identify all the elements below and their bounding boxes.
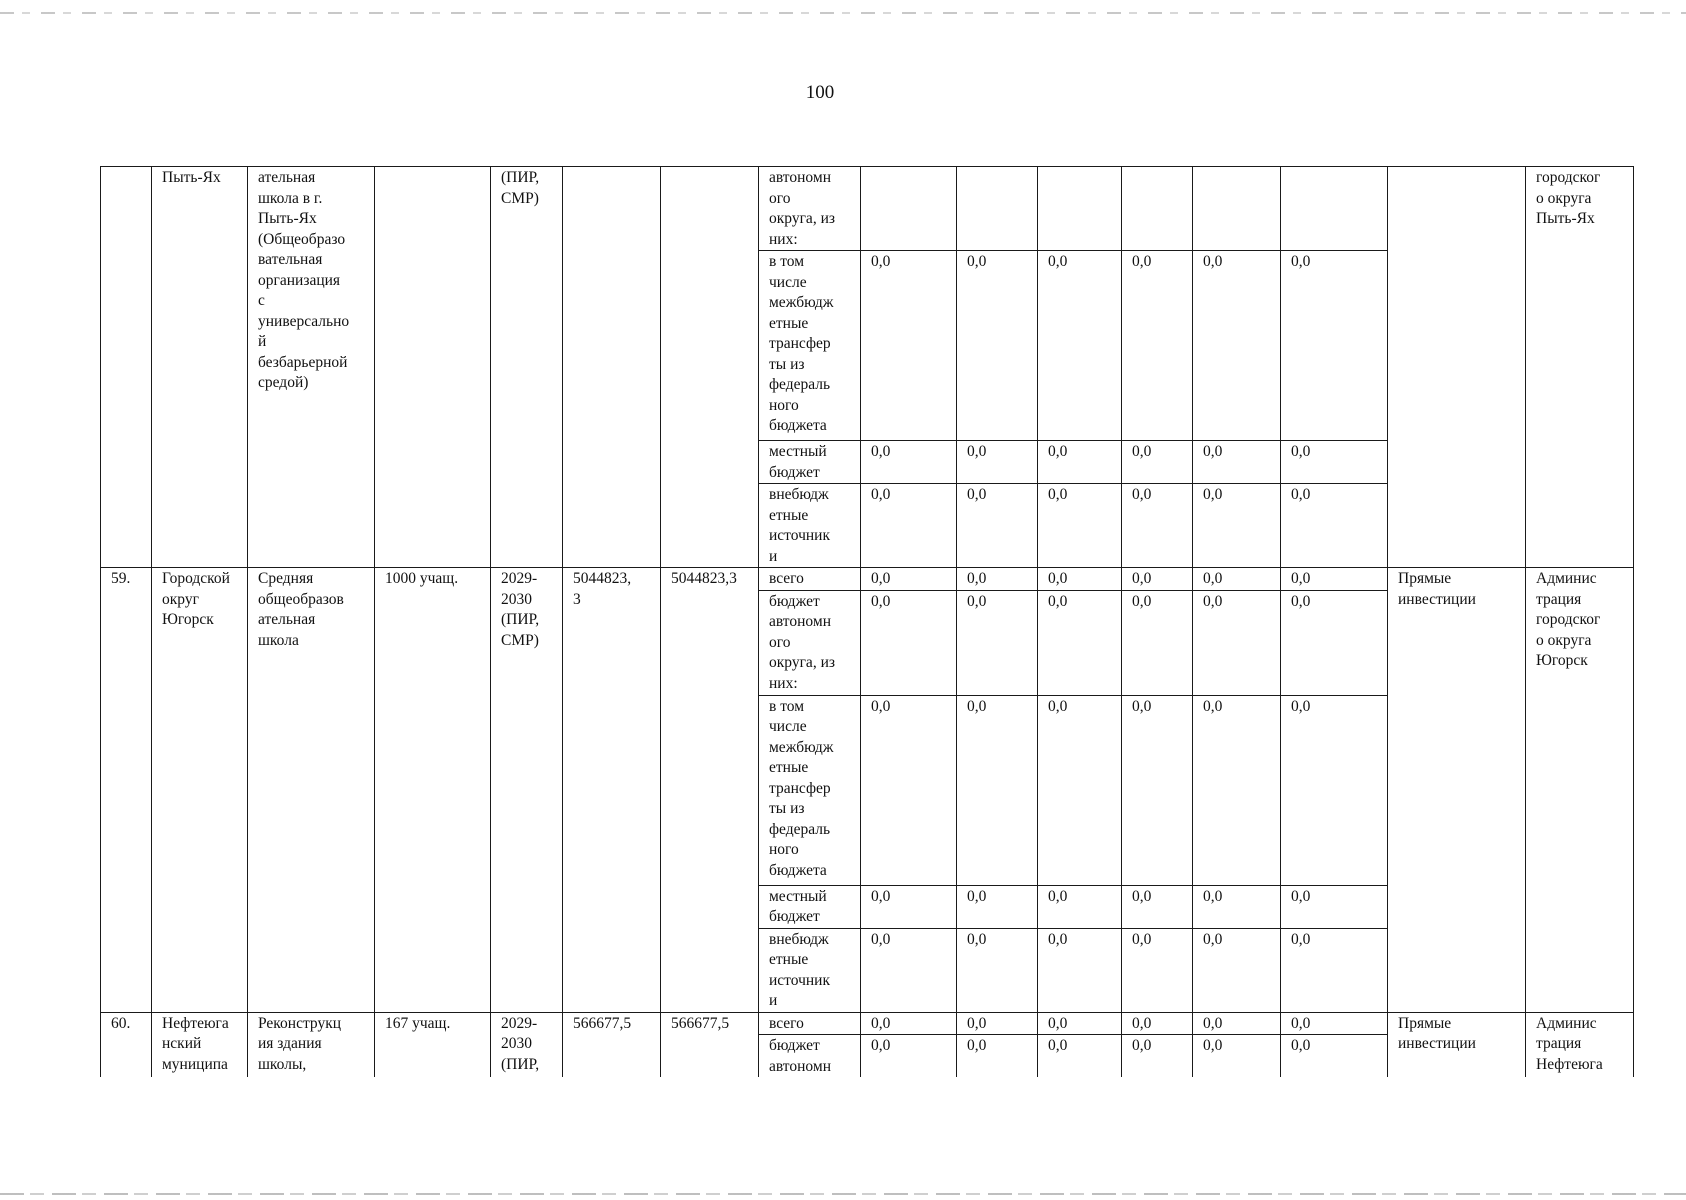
amount-cell: 0,0 <box>957 928 1038 1012</box>
cost-limit-cell: 566677,5 <box>661 1012 759 1077</box>
amount-cell: 0,0 <box>957 590 1038 695</box>
capacity-cell <box>375 167 491 568</box>
funding-source-cell: бюджет автономн <box>759 1035 861 1078</box>
investment-mechanism-cell: Прямые инвестиции <box>1388 568 1526 1013</box>
row-number: 60. <box>101 1012 152 1077</box>
amount-cell: 0,0 <box>1281 928 1388 1012</box>
funding-source-cell: бюджет автономн ого округа, из них: <box>759 590 861 695</box>
amount-cell: 0,0 <box>1281 885 1388 928</box>
amount-cell: 0,0 <box>861 484 957 568</box>
funding-source-cell: всего <box>759 568 861 591</box>
amount-cell: 0,0 <box>957 695 1038 885</box>
cost-limit-cell: 5044823,3 <box>661 568 759 1013</box>
amount-cell: 0,0 <box>1038 251 1122 441</box>
amount-cell: 0,0 <box>1281 484 1388 568</box>
responsible-executor-cell: Админис трация Нефтеюга <box>1526 1012 1634 1077</box>
amount-cell: 0,0 <box>1038 695 1122 885</box>
funding-source-cell: в том числе межбюдж етные трансфер ты из федераль ного бюджета <box>759 695 861 885</box>
amount-cell: 0,0 <box>861 590 957 695</box>
municipality-cell: Нефтеюга нский муниципа <box>152 1012 248 1077</box>
scan-edge-bottom <box>0 1193 1686 1195</box>
amount-cell: 0,0 <box>1038 885 1122 928</box>
responsible-executor-cell: Админис трация городског о округа Югорск <box>1526 568 1634 1013</box>
amount-cell: 0,0 <box>1281 590 1388 695</box>
amount-cell <box>1122 167 1193 251</box>
period-cell: 2029- 2030 (ПИР, СМР) <box>491 568 563 1013</box>
municipality-cell: Пыть-Ях <box>152 167 248 568</box>
capacity-cell: 1000 учащ. <box>375 568 491 1013</box>
amount-cell: 0,0 <box>1281 251 1388 441</box>
amount-cell: 0,0 <box>1122 484 1193 568</box>
period-cell: (ПИР, СМР) <box>491 167 563 568</box>
funding-source-cell: внебюдж етные источник и <box>759 484 861 568</box>
amount-cell <box>1193 167 1281 251</box>
amount-cell: 0,0 <box>1122 251 1193 441</box>
funding-source-cell: автономн ого округа, из них: <box>759 167 861 251</box>
amount-cell: 0,0 <box>1193 568 1281 591</box>
amount-cell: 0,0 <box>957 1035 1038 1078</box>
amount-cell: 0,0 <box>1193 695 1281 885</box>
amount-cell: 0,0 <box>861 695 957 885</box>
amount-cell: 0,0 <box>1281 441 1388 484</box>
object-name-cell: Реконструкц ия здания школы, <box>248 1012 375 1077</box>
amount-cell: 0,0 <box>1038 568 1122 591</box>
amount-cell: 0,0 <box>1193 484 1281 568</box>
amount-cell: 0,0 <box>1193 885 1281 928</box>
amount-cell: 0,0 <box>1281 695 1388 885</box>
responsible-executor-cell: городског о округа Пыть-Ях <box>1526 167 1634 568</box>
amount-cell: 0,0 <box>1281 1035 1388 1078</box>
amount-cell: 0,0 <box>1038 1035 1122 1078</box>
amount-cell <box>861 167 957 251</box>
funding-source-cell: всего <box>759 1012 861 1035</box>
amount-cell <box>957 167 1038 251</box>
estimated-cost-cell: 5044823, 3 <box>563 568 661 1013</box>
amount-cell: 0,0 <box>1193 1035 1281 1078</box>
municipality-cell: Городской округ Югорск <box>152 568 248 1013</box>
amount-cell: 0,0 <box>1038 928 1122 1012</box>
amount-cell: 0,0 <box>1193 590 1281 695</box>
amount-cell: 0,0 <box>1281 1012 1388 1035</box>
amount-cell: 0,0 <box>1193 1012 1281 1035</box>
amount-cell: 0,0 <box>1193 251 1281 441</box>
amount-cell: 0,0 <box>1122 568 1193 591</box>
table-row <box>101 1012 1634 1035</box>
amount-cell: 0,0 <box>1038 441 1122 484</box>
object-name-cell: Средняя общеобразов ательная школа <box>248 568 375 1013</box>
amount-cell: 0,0 <box>861 1012 957 1035</box>
amount-cell: 0,0 <box>861 885 957 928</box>
row-number: 59. <box>101 568 152 1013</box>
amount-cell: 0,0 <box>957 885 1038 928</box>
amount-cell: 0,0 <box>1038 484 1122 568</box>
funding-source-cell: местный бюджет <box>759 885 861 928</box>
amount-cell: 0,0 <box>1038 1012 1122 1035</box>
cost-limit-cell <box>661 167 759 568</box>
investment-mechanism-cell: Прямые инвестиции <box>1388 1012 1526 1077</box>
amount-cell: 0,0 <box>861 568 957 591</box>
amount-cell: 0,0 <box>861 1035 957 1078</box>
funding-source-cell: в том числе межбюдж етные трансфер ты из федераль ного бюджета <box>759 251 861 441</box>
table-row <box>101 167 1634 251</box>
period-cell: 2029- 2030 (ПИР, <box>491 1012 563 1077</box>
estimated-cost-cell: 566677,5 <box>563 1012 661 1077</box>
amount-cell: 0,0 <box>957 1012 1038 1035</box>
amount-cell: 0,0 <box>1122 1012 1193 1035</box>
amount-cell: 0,0 <box>957 568 1038 591</box>
amount-cell: 0,0 <box>1122 441 1193 484</box>
page-number: 100 <box>805 82 835 103</box>
scan-edge-top <box>0 12 1686 14</box>
amount-cell <box>1038 167 1122 251</box>
amount-cell: 0,0 <box>1193 441 1281 484</box>
amount-cell: 0,0 <box>1122 1035 1193 1078</box>
capacity-cell: 167 учащ. <box>375 1012 491 1077</box>
funding-source-cell: местный бюджет <box>759 441 861 484</box>
amount-cell: 0,0 <box>861 441 957 484</box>
amount-cell: 0,0 <box>957 251 1038 441</box>
amount-cell: 0,0 <box>861 928 957 1012</box>
investment-table <box>100 166 1634 1077</box>
amount-cell: 0,0 <box>1122 695 1193 885</box>
amount-cell: 0,0 <box>861 251 957 441</box>
funding-source-cell: внебюдж етные источник и <box>759 928 861 1012</box>
amount-cell: 0,0 <box>1193 928 1281 1012</box>
amount-cell: 0,0 <box>1038 590 1122 695</box>
amount-cell: 0,0 <box>1281 568 1388 591</box>
row-number <box>101 167 152 568</box>
investment-mechanism-cell <box>1388 167 1526 568</box>
amount-cell: 0,0 <box>957 441 1038 484</box>
estimated-cost-cell <box>563 167 661 568</box>
object-name-cell: ательная школа в г. Пыть-Ях (Общеобразо вательная организация с универсально й безбарьерной средой) <box>248 167 375 568</box>
amount-cell: 0,0 <box>1122 885 1193 928</box>
amount-cell: 0,0 <box>957 484 1038 568</box>
amount-cell <box>1281 167 1388 251</box>
amount-cell: 0,0 <box>1122 590 1193 695</box>
amount-cell: 0,0 <box>1122 928 1193 1012</box>
table-row <box>101 568 1634 591</box>
